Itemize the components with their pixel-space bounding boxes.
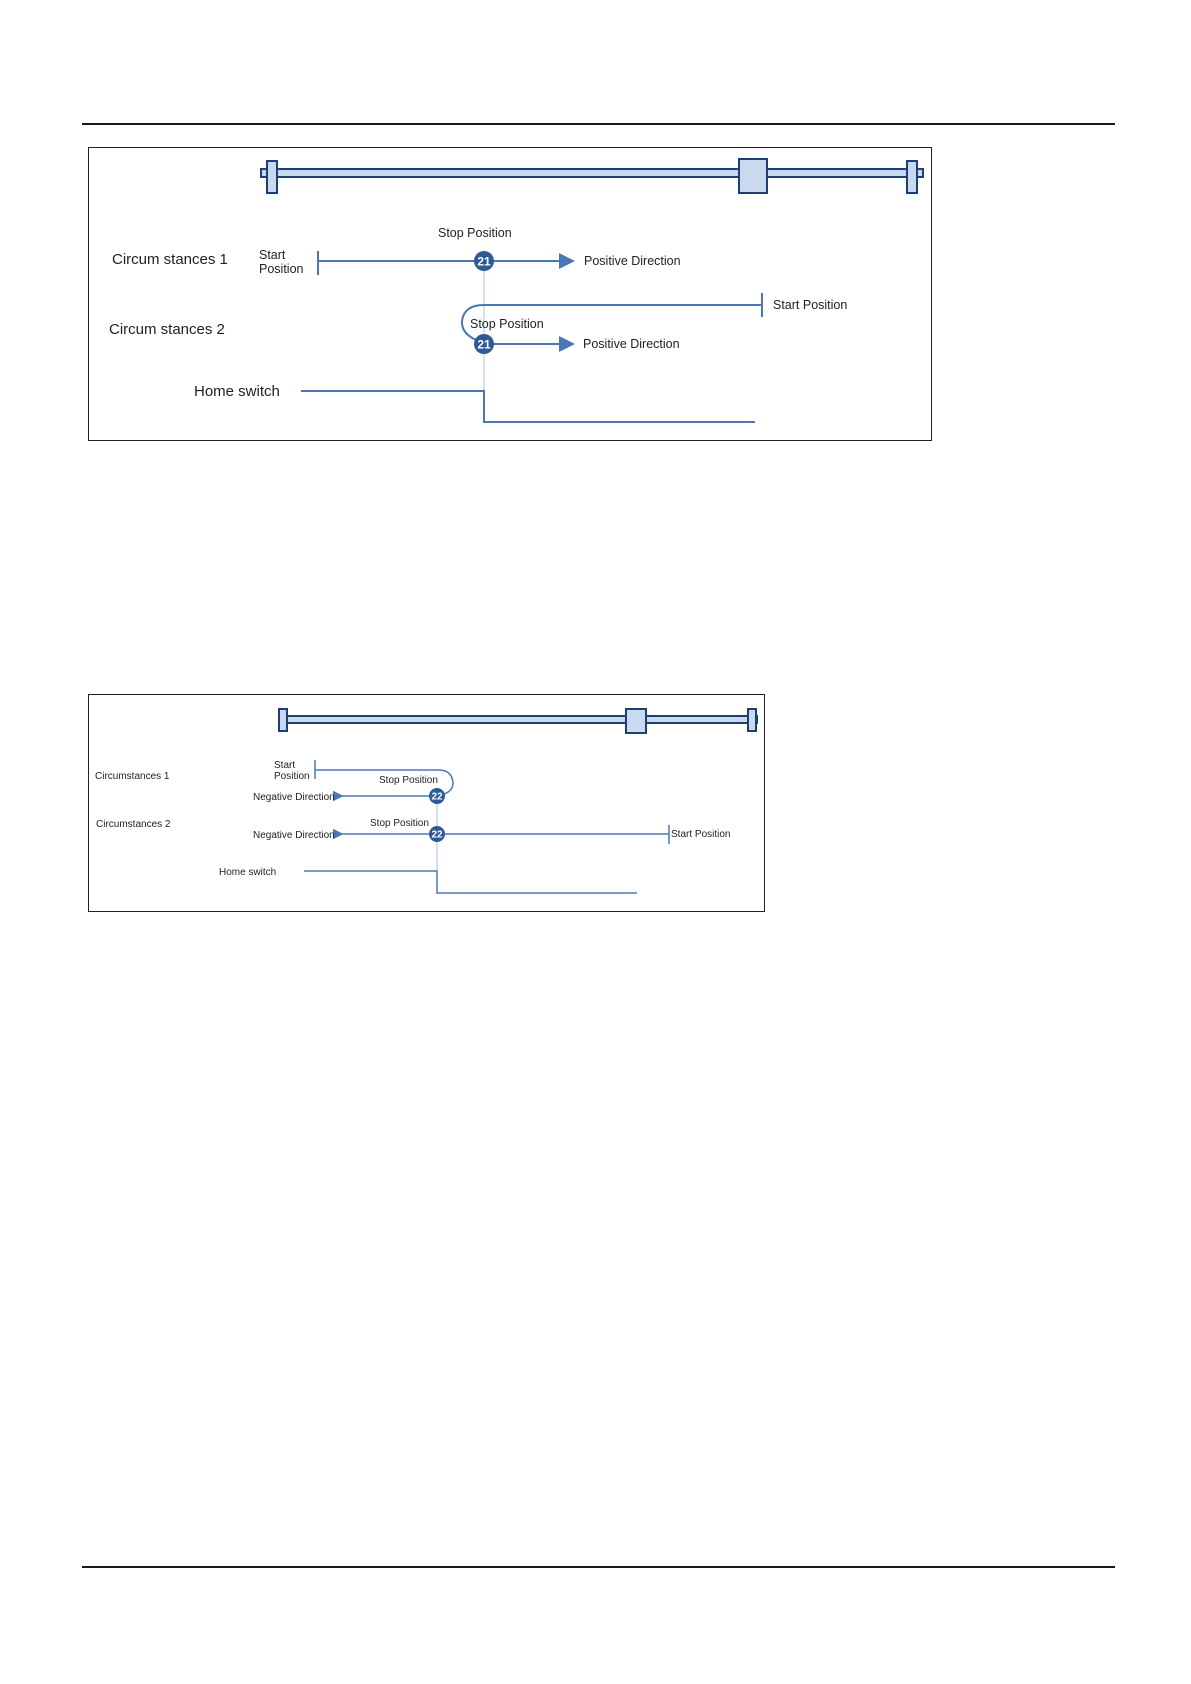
circ1-start-label-line2: Position (274, 771, 310, 782)
home-switch-label: Home switch (219, 867, 277, 878)
svg-text:21: 21 (477, 337, 491, 352)
carriage (626, 709, 646, 733)
circ1-stop-label: Stop Position (438, 226, 512, 240)
circumstances-1-label: Circumstances 1 (95, 771, 170, 782)
stop-badge-21-circ2 (474, 334, 494, 354)
homing-diagram-21 (88, 147, 932, 441)
diagram-22-canvas (89, 695, 764, 911)
circ2-stop-label: Stop Position (470, 317, 544, 331)
stop-badge-21-circ1 (474, 251, 494, 271)
carriage (739, 159, 767, 193)
circ2-start-label: Start Position (671, 829, 731, 840)
circumstances-2-label: Circumstances 2 (96, 819, 171, 830)
circumstances-1-label: Circum stances 1 (112, 251, 228, 268)
circumstances-2-label: Circum stances 2 (109, 321, 225, 338)
svg-text:22: 22 (431, 829, 443, 841)
circ2-start-label: Start Position (773, 298, 848, 312)
circ1-start-label-line2: Position (259, 262, 304, 276)
axis-rail (261, 161, 923, 193)
circ1-direction-label: Positive Direction (584, 254, 681, 268)
circ1-start-label-line1: Start (259, 248, 286, 262)
circ2-stop-label: Stop Position (370, 818, 429, 829)
footer-rule (82, 1566, 1115, 1568)
circ2-direction-label: Positive Direction (583, 337, 680, 351)
axis-rail (279, 709, 757, 731)
svg-text:21: 21 (477, 254, 491, 269)
diagram-21-canvas (89, 148, 931, 440)
circ1-stop-label: Stop Position (379, 775, 438, 786)
stop-badge-22-circ2 (429, 826, 445, 842)
header-rule (82, 123, 1115, 125)
home-switch-label: Home switch (194, 383, 280, 400)
stop-badge-22-circ1 (429, 788, 445, 804)
home-switch-signal (304, 871, 637, 893)
svg-text:22: 22 (431, 791, 443, 803)
circ1-start-label-line1: Start (274, 760, 296, 771)
circ1-direction-label: Negative Direction (253, 792, 335, 803)
home-switch-signal (301, 391, 755, 422)
circ2-direction-label: Negative Direction (253, 830, 335, 841)
homing-diagram-22 (88, 694, 765, 912)
